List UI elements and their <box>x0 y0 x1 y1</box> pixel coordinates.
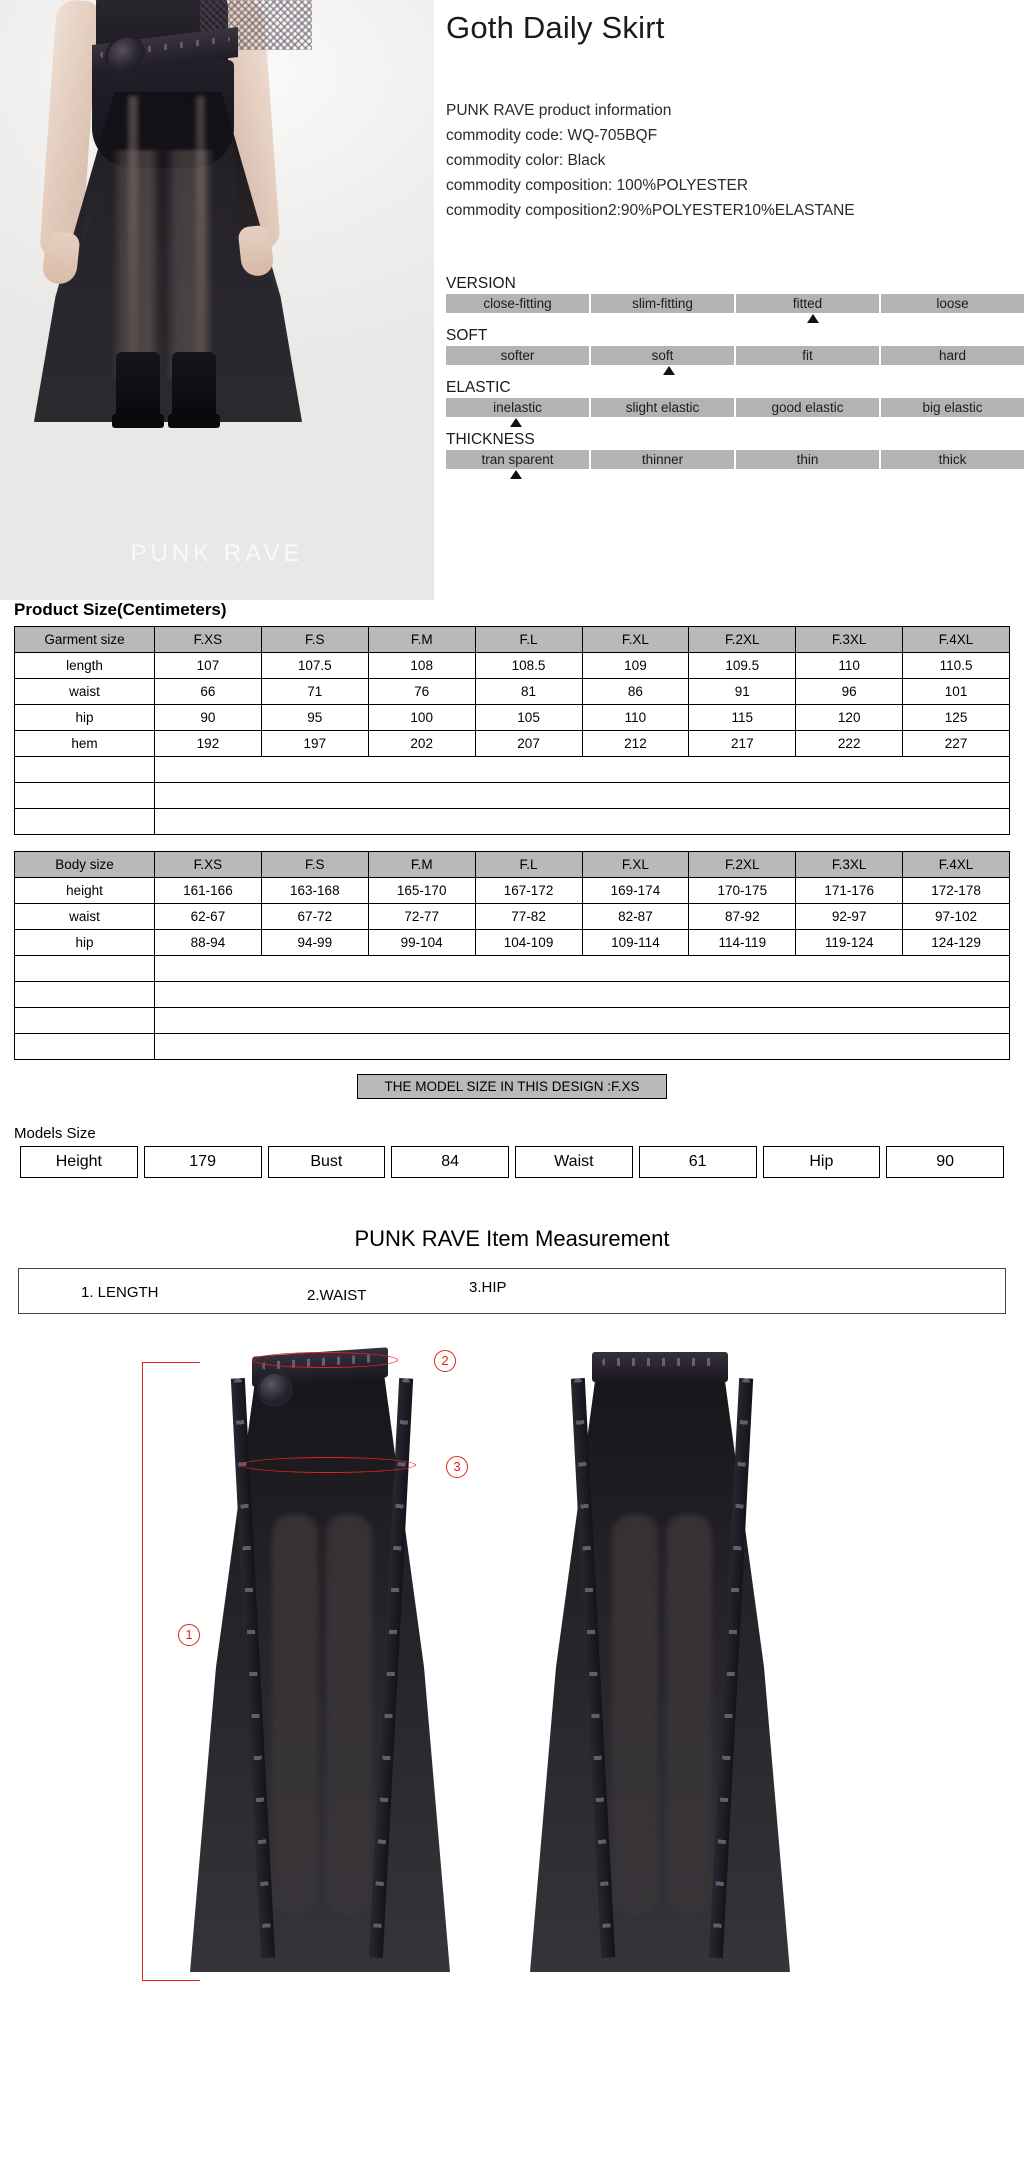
leg-shadow-left <box>272 1514 318 1914</box>
attribute-marker-row-elastic <box>446 417 1024 428</box>
cell: 217 <box>689 731 796 757</box>
table-row <box>15 930 1010 956</box>
attribute-option[interactable]: loose <box>881 294 1024 313</box>
attribute-option[interactable]: big elastic <box>881 398 1024 417</box>
row-label <box>15 1034 155 1060</box>
table-row <box>20 1146 1004 1178</box>
row-label <box>15 1008 155 1034</box>
cell: 161-166 <box>155 878 262 904</box>
cell: 76 <box>368 679 475 705</box>
col-header: F.M <box>368 627 475 653</box>
cell: 92-97 <box>796 904 903 930</box>
marker-hip: 3 <box>446 1456 468 1478</box>
attribute-option[interactable]: hard <box>881 346 1024 365</box>
waistband-studs <box>602 1358 718 1366</box>
models-label-hip: Hip <box>763 1146 881 1178</box>
leg-shadow-left <box>612 1514 658 1914</box>
cell: 87-92 <box>689 904 796 930</box>
cell: 107.5 <box>261 653 368 679</box>
cell: 169-174 <box>582 878 689 904</box>
table-row-empty <box>15 783 1010 809</box>
cell: 100 <box>368 705 475 731</box>
cell: 62-67 <box>155 904 262 930</box>
cell: 119-124 <box>796 930 903 956</box>
cell: 110.5 <box>903 653 1010 679</box>
product-size-title <box>14 600 1010 620</box>
product-info-column <box>446 0 1024 483</box>
cell: 170-175 <box>689 878 796 904</box>
length-tick-bottom <box>142 1980 200 1981</box>
cell: 101 <box>903 679 1010 705</box>
row-label <box>15 783 155 809</box>
cell: 90 <box>155 705 262 731</box>
cell: 66 <box>155 679 262 705</box>
cell: 109-114 <box>582 930 689 956</box>
attribute-option[interactable]: softer <box>446 346 589 365</box>
col-header: F.XS <box>155 627 262 653</box>
attribute-option[interactable]: slight elastic <box>591 398 734 417</box>
cell: 86 <box>582 679 689 705</box>
cell: 222 <box>796 731 903 757</box>
measurement-diagram <box>0 1324 1024 2024</box>
attribute-options-thickness <box>446 450 1024 469</box>
cell: 171-176 <box>796 878 903 904</box>
product-photo <box>0 0 434 600</box>
cell: 227 <box>903 731 1010 757</box>
models-label-bust: Bust <box>268 1146 386 1178</box>
table-row <box>15 653 1010 679</box>
models-label-height: Height <box>20 1146 138 1178</box>
col-header: F.XS <box>155 852 262 878</box>
legend-item-waist: 2.WAIST <box>307 1287 367 1304</box>
attribute-options-elastic <box>446 398 1024 417</box>
legend-item-length: 1. LENGTH <box>81 1284 159 1301</box>
boot-sole-left <box>112 414 164 428</box>
front-buckle-ornament <box>260 1374 290 1404</box>
attribute-label-version: VERSION <box>446 275 516 292</box>
model-legs <box>104 150 222 380</box>
col-header: F.4XL <box>903 627 1010 653</box>
body-size-table <box>14 851 1010 1060</box>
page-title: Goth Daily Skirt <box>446 10 665 45</box>
leg-shadow-right <box>666 1514 712 1914</box>
attribute-option[interactable]: inelastic <box>446 398 589 417</box>
models-value-bust: 84 <box>391 1146 509 1178</box>
cell-empty <box>155 982 1010 1008</box>
attribute-option[interactable]: tran sparent <box>446 450 589 469</box>
attribute-option[interactable]: fit <box>736 346 879 365</box>
table-row <box>15 731 1010 757</box>
col-header: Garment size <box>15 627 155 653</box>
row-label: length <box>15 653 155 679</box>
table-row <box>15 878 1010 904</box>
row-label: hip <box>15 705 155 731</box>
models-value-waist: 61 <box>639 1146 757 1178</box>
cell: 96 <box>796 679 903 705</box>
table-row-empty <box>15 1008 1010 1034</box>
col-header: F.S <box>261 852 368 878</box>
cell-empty <box>155 956 1010 982</box>
cell-empty <box>155 809 1010 835</box>
attribute-label-thickness: THICKNESS <box>446 431 535 448</box>
cell: 114-119 <box>689 930 796 956</box>
attribute-option[interactable]: good elastic <box>736 398 879 417</box>
col-header: F.2XL <box>689 627 796 653</box>
product-info-list <box>446 98 1024 223</box>
row-label: waist <box>15 679 155 705</box>
model-size-banner-wrap <box>14 1074 1010 1099</box>
info-line-composition: commodity composition: 100%POLYESTER <box>446 177 749 194</box>
col-header: F.S <box>261 627 368 653</box>
cell-empty <box>155 1034 1010 1060</box>
cell: 110 <box>582 705 689 731</box>
col-header: Body size <box>15 852 155 878</box>
info-line-color: commodity color: Black <box>446 152 606 169</box>
cell: 67-72 <box>261 904 368 930</box>
cell: 99-104 <box>368 930 475 956</box>
info-line-composition2: commodity composition2:90%POLYESTER10%ELASTANE <box>446 202 855 219</box>
models-value-hip: 90 <box>886 1146 1004 1178</box>
models-size-table <box>14 1146 1010 1178</box>
attribute-option[interactable]: thin <box>736 450 879 469</box>
col-header: F.L <box>475 627 582 653</box>
attribute-label-soft: SOFT <box>446 327 488 344</box>
cell: 88-94 <box>155 930 262 956</box>
cell: 109.5 <box>689 653 796 679</box>
cell: 124-129 <box>903 930 1010 956</box>
skirt-back-view <box>530 1334 790 1984</box>
col-header: F.L <box>475 852 582 878</box>
measurement-title: PUNK RAVE Item Measurement <box>354 1226 670 1251</box>
models-label-waist: Waist <box>515 1146 633 1178</box>
attribute-group-version <box>446 275 1024 324</box>
cell: 77-82 <box>475 904 582 930</box>
product-size-title-text: Product Size <box>14 600 117 619</box>
cell-empty <box>155 1008 1010 1034</box>
waist-measure-line <box>252 1352 398 1368</box>
cell: 192 <box>155 731 262 757</box>
marker-waist: 2 <box>434 1350 456 1372</box>
cell: 109 <box>582 653 689 679</box>
skirt-front-view <box>190 1334 450 1984</box>
cell: 202 <box>368 731 475 757</box>
garment-size-table <box>14 626 1010 835</box>
attribute-marker-row-thickness <box>446 469 1024 480</box>
col-header: F.M <box>368 852 475 878</box>
cell: 72-77 <box>368 904 475 930</box>
row-label: hip <box>15 930 155 956</box>
table-header-row <box>15 627 1010 653</box>
cell-empty <box>155 757 1010 783</box>
cell: 172-178 <box>903 878 1010 904</box>
attribute-options-soft <box>446 346 1024 365</box>
hip-measure-line <box>240 1457 416 1473</box>
cell: 105 <box>475 705 582 731</box>
attribute-option[interactable]: slim-fitting <box>591 294 734 313</box>
skirt-back-body <box>530 1362 790 1972</box>
attribute-marker-row-soft <box>446 365 1024 376</box>
length-measure-line <box>142 1362 143 1980</box>
model-size-banner: THE MODEL SIZE IN THIS DESIGN :F.XS <box>357 1074 666 1099</box>
row-label <box>15 982 155 1008</box>
cell: 71 <box>261 679 368 705</box>
row-label <box>15 956 155 982</box>
selected-marker-icon <box>663 366 675 375</box>
table-row <box>15 705 1010 731</box>
cell: 165-170 <box>368 878 475 904</box>
cell: 108 <box>368 653 475 679</box>
col-header: F.3XL <box>796 627 903 653</box>
cell: 212 <box>582 731 689 757</box>
cell: 82-87 <box>582 904 689 930</box>
cell: 97-102 <box>903 904 1010 930</box>
row-label: waist <box>15 904 155 930</box>
cell: 108.5 <box>475 653 582 679</box>
skirt-front-body <box>190 1362 450 1972</box>
cell: 95 <box>261 705 368 731</box>
product-size-section <box>0 600 1024 835</box>
body-size-section <box>0 851 1024 1178</box>
attribute-option[interactable]: close-fitting <box>446 294 589 313</box>
col-header: F.XL <box>582 627 689 653</box>
attribute-label-elastic: ELASTIC <box>446 379 511 396</box>
cell: 163-168 <box>261 878 368 904</box>
measurement-section <box>0 1226 1024 2024</box>
boot-sole-right <box>168 414 220 428</box>
cell: 110 <box>796 653 903 679</box>
waistband-back <box>592 1352 728 1382</box>
attribute-option[interactable]: thick <box>881 450 1024 469</box>
attribute-group-soft <box>446 327 1024 376</box>
row-label <box>15 757 155 783</box>
cell: 197 <box>261 731 368 757</box>
cell-empty <box>155 783 1010 809</box>
attribute-group-thickness <box>446 431 1024 480</box>
attribute-options-version <box>446 294 1024 313</box>
row-label: height <box>15 878 155 904</box>
info-line-code: commodity code: WQ-705BQF <box>446 127 658 144</box>
attribute-group-elastic <box>446 379 1024 428</box>
cell: 107 <box>155 653 262 679</box>
product-size-unit: (Centimeters) <box>116 600 227 619</box>
attribute-option[interactable]: thinner <box>591 450 734 469</box>
legend-item-hip: 3.HIP <box>469 1279 507 1296</box>
table-row-empty <box>15 809 1010 835</box>
models-size-title: Models Size <box>14 1125 96 1142</box>
row-label <box>15 809 155 835</box>
attribute-option[interactable]: fitted <box>736 294 879 313</box>
table-row <box>15 679 1010 705</box>
cell: 125 <box>903 705 1010 731</box>
models-value-height: 179 <box>144 1146 262 1178</box>
table-row-empty <box>15 1034 1010 1060</box>
cell: 115 <box>689 705 796 731</box>
row-label: hem <box>15 731 155 757</box>
col-header: F.XL <box>582 852 689 878</box>
leg-shadow-right <box>326 1514 372 1914</box>
col-header: F.2XL <box>689 852 796 878</box>
cell: 167-172 <box>475 878 582 904</box>
selected-marker-icon <box>807 314 819 323</box>
selected-marker-icon <box>510 470 522 479</box>
table-row-empty <box>15 757 1010 783</box>
attribute-marker-row-version <box>446 313 1024 324</box>
cell: 207 <box>475 731 582 757</box>
photo-watermark: PUNK RAVE <box>130 540 304 567</box>
measurement-legend <box>18 1268 1006 1314</box>
cell: 104-109 <box>475 930 582 956</box>
marker-length: 1 <box>178 1624 200 1646</box>
col-header: F.3XL <box>796 852 903 878</box>
info-line-brand: PUNK RAVE product information <box>446 102 672 119</box>
table-row <box>15 904 1010 930</box>
cell: 81 <box>475 679 582 705</box>
cell: 120 <box>796 705 903 731</box>
length-tick-top <box>142 1362 200 1363</box>
product-hero <box>0 0 1024 600</box>
cell: 91 <box>689 679 796 705</box>
table-header-row <box>15 852 1010 878</box>
selected-marker-icon <box>510 418 522 427</box>
table-row-empty <box>15 956 1010 982</box>
cell: 94-99 <box>261 930 368 956</box>
col-header: F.4XL <box>903 852 1010 878</box>
attribute-scales <box>446 275 1024 480</box>
attribute-option[interactable]: soft <box>591 346 734 365</box>
table-row-empty <box>15 982 1010 1008</box>
